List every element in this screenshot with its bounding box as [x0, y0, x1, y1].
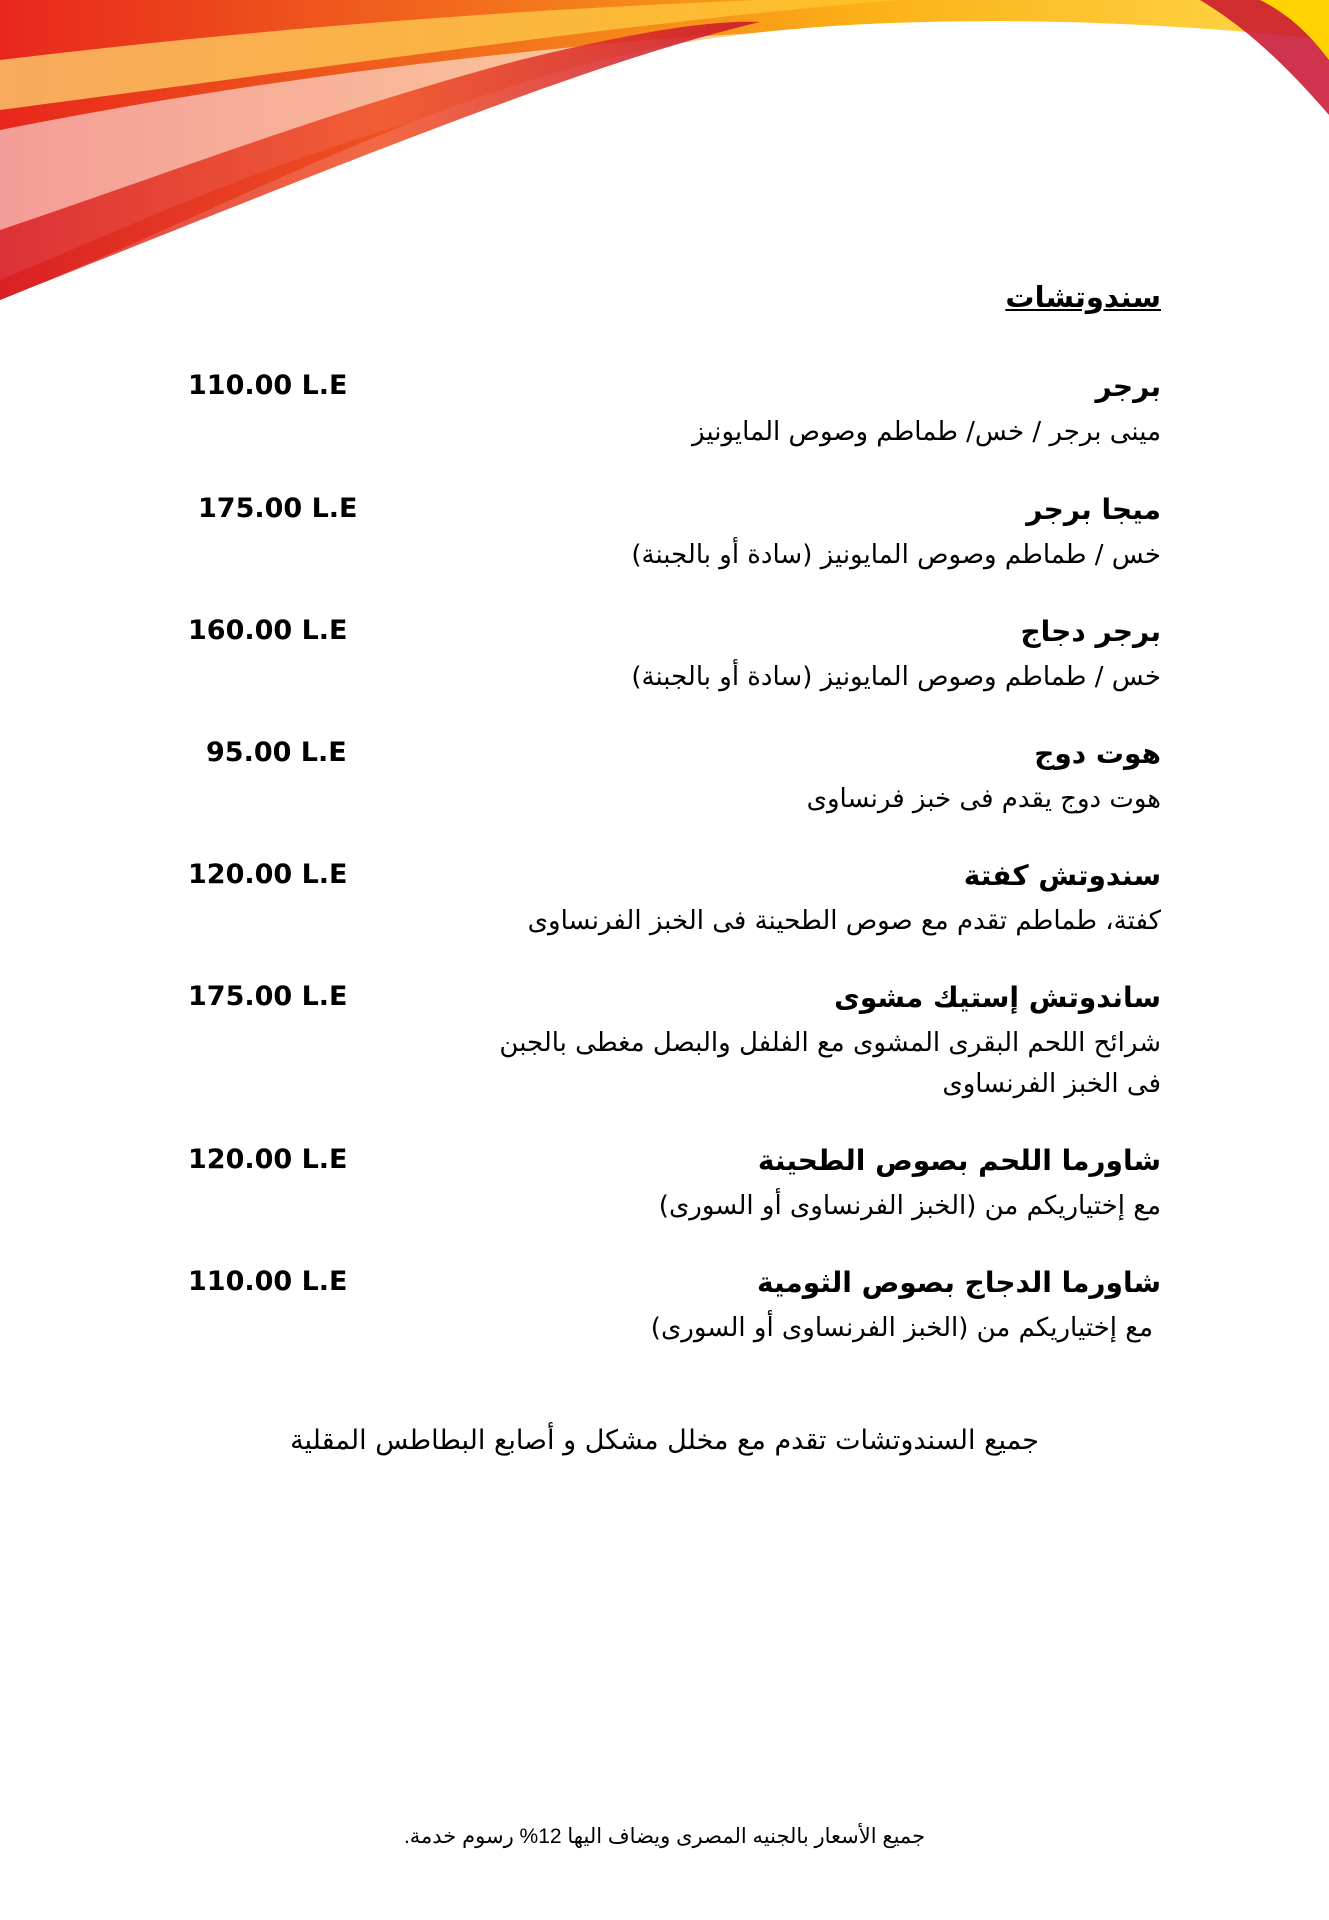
item-name: ميجا برجر — [1026, 493, 1161, 526]
item-name: شاورما الدجاج بصوص الثومية — [757, 1266, 1161, 1299]
item-price: 110.00 L.E — [188, 370, 348, 401]
section-title: سندوتشات — [1005, 280, 1161, 314]
item-name: هوت دوج — [1034, 737, 1161, 770]
item-description: مع إختياريكم من (الخبز الفرنساوى أو السورى) — [658, 1191, 1161, 1221]
item-description: مع إختياريكم من (الخبز الفرنساوى أو السورى) — [650, 1313, 1153, 1343]
item-price: 160.00 L.E — [188, 615, 348, 646]
item-price: 120.00 L.E — [188, 859, 348, 890]
item-description: هوت دوج يقدم فى خبز فرنساوى — [806, 784, 1161, 814]
item-description: خس / طماطم وصوص المايونيز (سادة أو بالجبنة) — [631, 540, 1161, 570]
item-description: مينى برجر / خس/ طماطم وصوص المايونيز — [692, 417, 1161, 447]
decorative-swoosh — [0, 0, 1329, 320]
item-price: 95.00 L.E — [206, 737, 347, 768]
item-price: 120.00 L.E — [188, 1144, 348, 1175]
sides-note: جميع السندوتشات تقدم مع مخلل مشكل و أصابع البطاطس المقلية — [290, 1425, 1039, 1456]
item-price: 110.00 L.E — [188, 1266, 348, 1297]
item-description: شرائح اللحم البقرى المشوى مع الفلفل والبصل مغطى بالجبن فى الخبز الفرنساوى — [499, 1028, 1161, 1099]
item-name: شاورما اللحم بصوص الطحينة — [757, 1144, 1161, 1177]
item-name: سندوتش كفتة — [963, 859, 1161, 892]
footer-note: جميع الأسعار بالجنيه المصرى ويضاف اليها 12% رسوم خدمة. — [403, 1825, 926, 1848]
item-name: برجر دجاج — [1020, 615, 1161, 648]
item-price: 175.00 L.E — [188, 981, 348, 1012]
item-price: 175.00 L.E — [198, 493, 358, 524]
item-name: ساندوتش إستيك مشوى — [834, 981, 1161, 1014]
item-description: خس / طماطم وصوص المايونيز (سادة أو بالجبنة) — [631, 662, 1161, 692]
item-name: برجر — [1095, 370, 1161, 403]
item-description: كفتة، طماطم تقدم مع صوص الطحينة فى الخبز الفرنساوى — [527, 906, 1161, 936]
